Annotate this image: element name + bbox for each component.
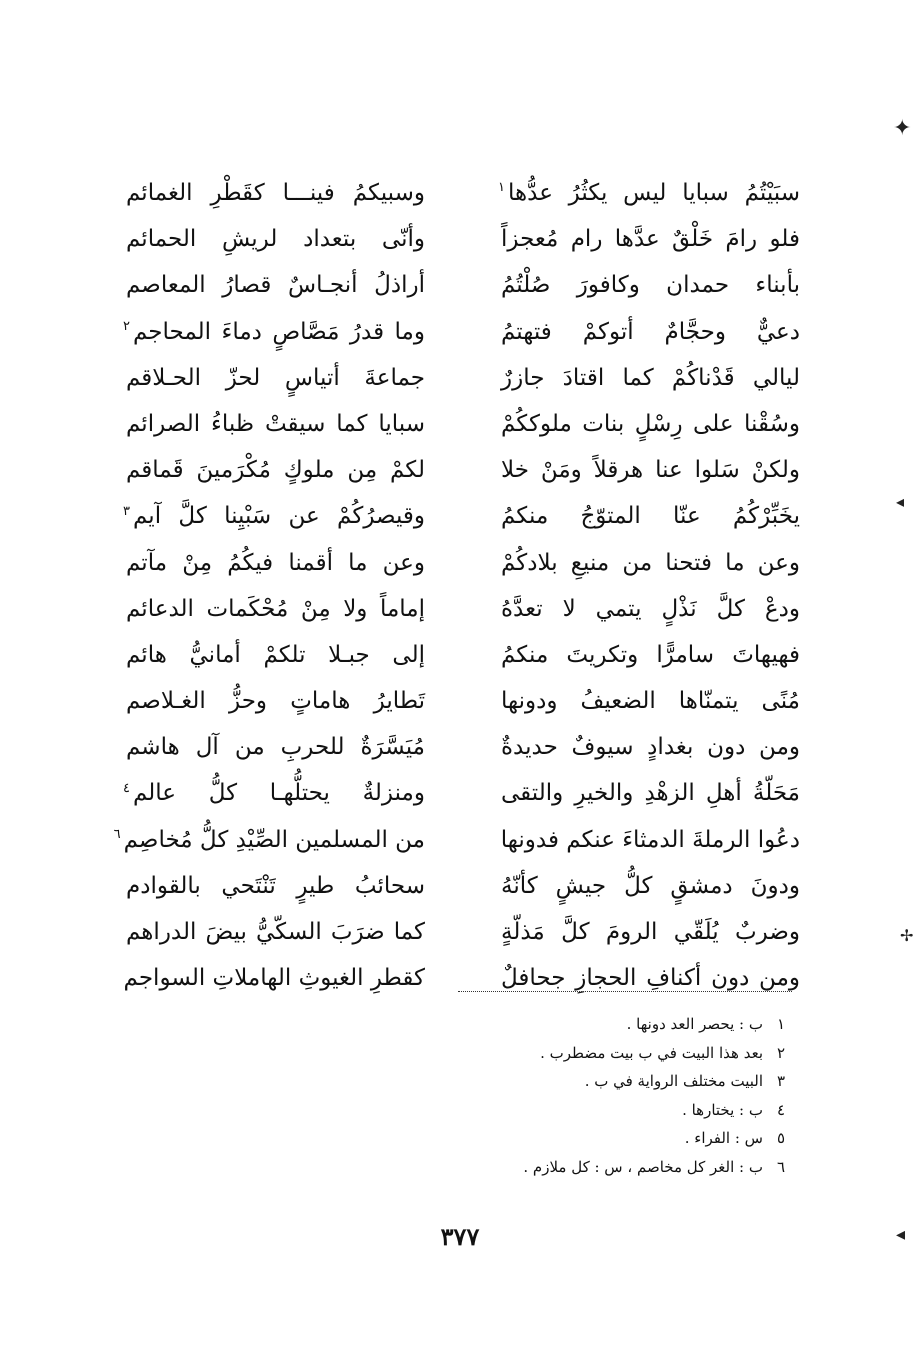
verse-second-hemistich bbox=[120, 863, 425, 909]
verse-first-hemistich bbox=[495, 540, 800, 586]
verse-first-hemistich bbox=[495, 586, 800, 632]
footnote-line bbox=[325, 1039, 785, 1068]
verse-text: وعن ما فتحنا من منيعِ بلادكُمْ bbox=[501, 549, 800, 576]
verse-second-hemistich bbox=[113, 817, 425, 863]
footnote-text: ب : الغر كل مخاصم ، س : كل ملازم . bbox=[523, 1157, 763, 1176]
footnote-number: ٤ bbox=[776, 1100, 785, 1119]
verse-second-hemistich bbox=[120, 216, 425, 262]
footnotes bbox=[325, 1010, 785, 1182]
verse-text: ومنزلةٌ يحتلُّهـا كلُّ عالم bbox=[132, 780, 425, 807]
margin-star-icon: ✦ bbox=[893, 116, 912, 141]
verse-couplet bbox=[120, 447, 800, 493]
verse-couplet bbox=[120, 678, 800, 724]
verse-text: إماماً ولا مِنْ مُحْكَمات الدعائم bbox=[126, 595, 425, 622]
verse-text: مَحَلّةُ أهلِ الزهْدِ والخيرِ والتقى bbox=[501, 780, 800, 807]
footnote-text: س : الفراء . bbox=[684, 1129, 763, 1148]
verse-text: فلو رامَ خَلْقٌ عدَّها رام مُعجزاً bbox=[501, 226, 800, 253]
verse-text: ودونَ دمشقٍ كلُّ جيشٍ كأنّهُ bbox=[501, 872, 800, 899]
verse-first-hemistich bbox=[495, 678, 800, 724]
verse-text: تَطايرُ هاماتٍ وحزُّ الغـلاصم bbox=[126, 688, 425, 715]
verse-second-hemistich bbox=[120, 262, 425, 308]
footnote-text: ب : يختارها . bbox=[682, 1100, 763, 1119]
footnote-marker: ١ bbox=[498, 180, 505, 196]
footnote-line bbox=[325, 1067, 785, 1096]
verse-text: بأبناء حمدان وكافورَ صُلْتُمُ bbox=[501, 272, 800, 299]
verse-text: ولكنْ سَلوا عنا هرقلاً ومَنْ خلا bbox=[501, 457, 800, 484]
verse-first-hemistich bbox=[495, 724, 800, 770]
verse-couplet bbox=[120, 493, 800, 539]
verse-couplet bbox=[120, 770, 800, 816]
verse-first-hemistich bbox=[495, 863, 800, 909]
verse-couplet bbox=[120, 632, 800, 678]
verse-text: سحائبُ طيرٍ تَنْتَحي بالقوادم bbox=[126, 872, 425, 899]
verse-second-hemistich bbox=[120, 770, 425, 816]
verse-first-hemistich bbox=[495, 170, 800, 216]
verse-first-hemistich bbox=[495, 447, 800, 493]
verse-first-hemistich bbox=[495, 632, 800, 678]
verse-couplet bbox=[120, 863, 800, 909]
verse-couplet bbox=[120, 216, 800, 262]
verse-first-hemistich bbox=[495, 955, 800, 1001]
footnote-marker: ٢ bbox=[123, 318, 130, 334]
verse-first-hemistich bbox=[495, 216, 800, 262]
verse-second-hemistich bbox=[120, 170, 425, 216]
verse-first-hemistich bbox=[495, 401, 800, 447]
verse-text: ليالي قَدْناكُمْ كما اقتادَ جازرٌ bbox=[501, 364, 800, 391]
verse-text: لكمْ مِن ملوكٍ مُكْرَمينَ قَماقم bbox=[126, 457, 425, 484]
margin-mark-icon: ◂ bbox=[896, 492, 905, 511]
verse-text: سبايا كما سيقتْ ظباءُ الصرائم bbox=[126, 410, 425, 437]
verse-text: إلى جبـلا تلكمْ أمانيُّ هائم bbox=[126, 641, 425, 668]
verse-couplet bbox=[120, 170, 800, 216]
verse-text: من المسلمين الصِّيْدِ كلُّ مُخاصِم bbox=[123, 826, 425, 853]
verse-second-hemistich bbox=[120, 309, 425, 355]
footnote-text: البيت مختلف الرواية في ب . bbox=[584, 1072, 763, 1091]
verse-second-hemistich bbox=[120, 493, 425, 539]
verse-text: يخَبِّرْكُمُ عنّا المتوّجُ منكمُ bbox=[501, 503, 800, 530]
footnote-number: ٣ bbox=[776, 1072, 785, 1091]
footnote-line bbox=[325, 1153, 785, 1182]
footnote-marker: ٦ bbox=[113, 826, 121, 842]
verse-text: أراذلُ أنجـاسٌ قصارُ المعاصم bbox=[126, 272, 425, 299]
verse-couplet bbox=[120, 355, 800, 401]
footnote-number: ٦ bbox=[776, 1157, 785, 1176]
verse-second-hemistich bbox=[120, 447, 425, 493]
verse-text: وما قدرُ مَصَّاصٍ دماءَ المحاجم bbox=[132, 318, 425, 345]
verse-text: مُيَسَّرَةٌ للحربِ من آل هاشم bbox=[126, 734, 425, 761]
footnote-marker: ٤ bbox=[123, 780, 130, 796]
verse-second-hemistich bbox=[120, 632, 425, 678]
verse-text: وعن ما أقمنا فيكُمُ مِنْ مآتم bbox=[126, 549, 425, 576]
verse-text: دعيٌّ وحجَّامٌ أتوكمْ فتهتمُ bbox=[501, 318, 800, 345]
verse-second-hemistich bbox=[120, 955, 425, 1001]
verse-first-hemistich bbox=[495, 262, 800, 308]
page-number: ٣٧٧ bbox=[440, 1222, 480, 1251]
footnote-text: بعد هذا البيت في ب بيت مضطرب . bbox=[540, 1043, 763, 1062]
footnote-line bbox=[325, 1124, 785, 1153]
footnote-number: ١ bbox=[776, 1015, 785, 1033]
margin-mark-icon: ✢ bbox=[900, 926, 914, 945]
verse-text: ومن دون بغدادٍ سيوفٌ حديدةٌ bbox=[501, 734, 800, 761]
verse-text: كقطرِ الغيوثِ الهاملاتِ السواجم bbox=[123, 965, 425, 992]
verse-first-hemistich bbox=[495, 493, 800, 539]
verse-text: جماعةَ أتياسٍ لحزّ الحـلاقم bbox=[126, 364, 425, 391]
verse-first-hemistich bbox=[495, 355, 800, 401]
verse-second-hemistich bbox=[120, 678, 425, 724]
verse-second-hemistich bbox=[120, 401, 425, 447]
verse-first-hemistich bbox=[495, 770, 800, 816]
verse-text: وسبيكمُ فينـــا كقَطْرِ الغمائم bbox=[126, 180, 425, 206]
verse-couplet bbox=[120, 586, 800, 632]
verse-text: ومن دون أكنافِ الحجازِ جحافلٌ bbox=[501, 965, 800, 992]
verse-first-hemistich bbox=[495, 909, 800, 955]
footnote-separator bbox=[458, 991, 792, 992]
verse-first-hemistich bbox=[495, 309, 800, 355]
footnote-number: ٥ bbox=[776, 1129, 785, 1148]
margin-mark-icon: ◂ bbox=[896, 1224, 906, 1245]
verse-first-hemistich bbox=[495, 817, 800, 863]
verse-couplet bbox=[113, 817, 800, 863]
verse-text: دعُوا الرملةَ الدمثاءَ عنكم فدونها bbox=[500, 826, 800, 853]
verse-couplet bbox=[120, 909, 800, 955]
footnote-line bbox=[325, 1096, 785, 1125]
footnote-text: ب : يحصر العد دونها . bbox=[626, 1015, 763, 1033]
verse-second-hemistich bbox=[120, 540, 425, 586]
verse-text: وضربٌ يُلَقّي الرومَ كلَّ مَذلّةٍ bbox=[501, 919, 800, 945]
verse-text: وقيصرُكُمْ عن سَبْيِنا كلَّ آيم bbox=[132, 503, 425, 530]
verse-couplet bbox=[120, 724, 800, 770]
verse-text: وسُقْنا على رِسْلٍ بنات ملوككُمْ bbox=[501, 410, 800, 437]
verse-text: كما ضرَبَ السكّيُّ بيضَ الدراهم bbox=[126, 919, 425, 945]
verse-text: وأنّى بتعداد لريشِ الحمائم bbox=[126, 226, 425, 253]
footnote-marker: ٣ bbox=[123, 503, 130, 519]
verse-text: فهيهاتَ سامرًّا وتكريتَ منكمُ bbox=[501, 641, 800, 668]
footnote-number: ٢ bbox=[776, 1043, 785, 1062]
poem-verses bbox=[113, 170, 800, 1001]
verse-text: سبَيْتُمُ سبايا ليس يكثُرُ عدُّها bbox=[507, 180, 800, 206]
verse-couplet bbox=[120, 401, 800, 447]
verse-second-hemistich bbox=[120, 586, 425, 632]
verse-text: مُنًى يتمنّاها الضعيفُ ودونها bbox=[501, 688, 800, 715]
verse-text: ودعْ كلَّ نَذْلٍ يتمي لا تعدَّهُ bbox=[501, 595, 800, 622]
verse-couplet bbox=[120, 540, 800, 586]
verse-second-hemistich bbox=[120, 355, 425, 401]
verse-couplet bbox=[120, 955, 800, 1001]
verse-couplet bbox=[120, 309, 800, 355]
verse-second-hemistich bbox=[120, 724, 425, 770]
verse-second-hemistich bbox=[120, 909, 425, 955]
verse-couplet bbox=[120, 262, 800, 308]
footnote-line bbox=[325, 1010, 785, 1039]
